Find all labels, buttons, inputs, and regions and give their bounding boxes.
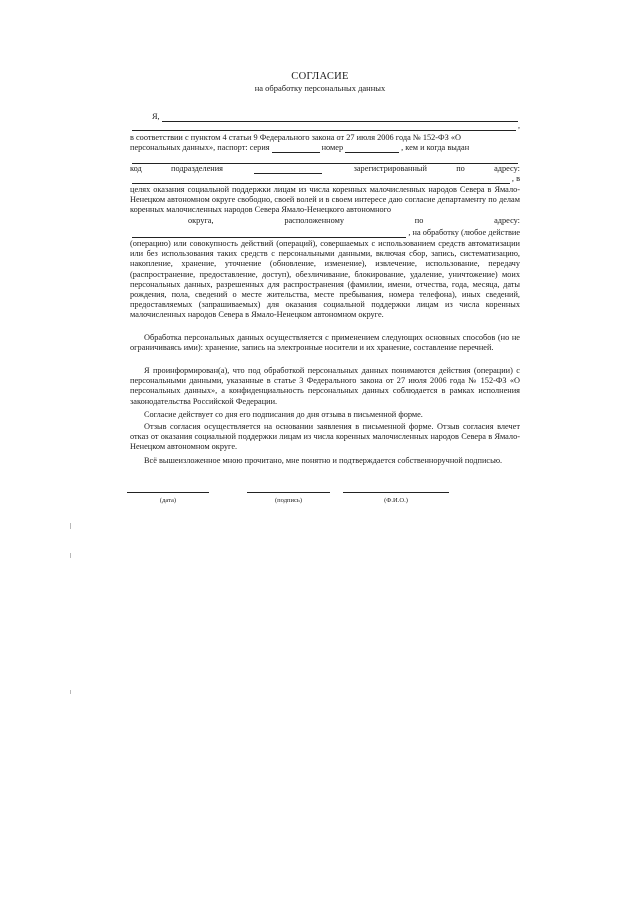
signature-caption: (подпись)	[275, 497, 302, 504]
purpose-paragraph: целях оказания социальной поддержки лицам из числа коренных малочисленных народов Севера в Ямало-Ненецком автономном округе свободно, своей волей и в своем интересе даю согласие департаменту по делам коренных малочисленных народов Севера Ямало-Ненецкого автономного	[130, 185, 520, 215]
methods-paragraph: Обработка персональных данных осуществляется с применением следующих основных способов (но не ограничиваясь ими): хранение, запись на электронные носители и их хранение, составление перечней.	[130, 333, 520, 353]
informed-paragraph: Я проинформирован(а), что под обработкой персональных данных понимаются действия (операции) с персональными данными, указанные в статье 3 Федерального закона от 27 июля 2006 года № 152-ФЗ «О персональных данных», а конфиденциальность персональных данных соблюдается в рамках исполнения законодательства Российской Федерации.	[130, 366, 520, 406]
operations-paragraph: (операцию) или совокупность действий (операций), совершаемых с использованием средств автоматизации или без использования таких средств с персональными данными, включая сбор, запись, систематизацию, накопление, хранение, уточнение (обновление, изменение), извлечение, использование, передачу (распространение, предоставление, доступ), обезличивание, блокирование, удаление, уничтожение) моих персональных данных, разрешенных для распространения (фамилии, имени, отчества, года, месяца, даты рождения, пола, сведений о месте жительства, месте пребывания, номера телефона), иных сведений, предоставляемых (запрашиваемых) для оказания социальной поддержки лицам из числа коренных малочисленных народов Севера в Ямало-Ненецком автономном округе.	[130, 239, 520, 320]
subdivision-label: подразделения	[171, 164, 223, 173]
issued-by-line	[130, 155, 520, 164]
name-continuation: ,	[130, 121, 520, 131]
address-label: адресу:	[494, 164, 520, 173]
subdivision-code-blank[interactable]	[254, 165, 322, 174]
processing-line	[130, 228, 520, 238]
document-title: СОГЛАСИЕ	[291, 71, 349, 82]
basis-line: в соответствии с пунктом 4 статьи 9 Федерального закона от 27 июля 2006 года № 152-ФЗ «О	[130, 133, 461, 142]
signature-field[interactable]	[247, 492, 330, 493]
scan-mark	[70, 553, 71, 558]
code-line	[130, 164, 520, 174]
okrug-label: округа,	[188, 216, 214, 225]
code-label: код	[130, 164, 142, 173]
registered-label: зарегистрированный	[353, 164, 427, 173]
located-label: расположенному	[284, 216, 344, 225]
address-line	[130, 174, 520, 184]
okrug-po-label: по	[414, 216, 424, 225]
passport-line	[130, 143, 520, 153]
name-continuation-blank[interactable]	[132, 122, 516, 131]
address-blank[interactable]	[132, 175, 510, 184]
revoke-paragraph: Отзыв согласия осуществляется на основании заявления в письменной форме. Отзыв согласия влечет отказ от оказания социальной поддержки лицам из числа коренных малочисленных народов Севера в Ямало-Ненецком автономном округе.	[130, 422, 520, 452]
passport-series-label: персональных данных», паспорт: серия	[130, 143, 270, 153]
fio-caption: (Ф.И.О.)	[384, 497, 408, 504]
confirm-paragraph: Всё вышеизложенное мною прочитано, мне понятно и подтверждается собственноручной подписью.	[144, 456, 503, 465]
ya-label: Я,	[152, 112, 160, 121]
processing-label: , на обработку (любое действие	[408, 228, 520, 237]
scan-mark	[70, 523, 71, 529]
passport-series-blank[interactable]	[272, 144, 320, 153]
passport-issued-label: , кем и когда выдан	[401, 143, 470, 153]
date-field[interactable]	[127, 492, 209, 493]
okrug-address-label: адресу:	[494, 216, 520, 225]
scan-mark	[70, 690, 71, 694]
v-label: , в	[511, 174, 520, 183]
issued-by-blank[interactable]	[132, 155, 518, 164]
okrug-line	[130, 216, 520, 226]
passport-number-blank[interactable]	[345, 144, 399, 153]
po-label: по	[456, 164, 465, 173]
validity-paragraph: Согласие действует со дня его подписания до дня отзыва в письменной форме.	[144, 410, 423, 419]
date-caption: (дата)	[159, 497, 177, 504]
department-address-blank[interactable]	[132, 229, 406, 238]
passport-number-label: номер	[321, 143, 344, 153]
document-subtitle: на обработку персональных данных	[254, 83, 386, 93]
basis-block	[130, 133, 520, 153]
full-name-field[interactable]	[343, 492, 449, 493]
